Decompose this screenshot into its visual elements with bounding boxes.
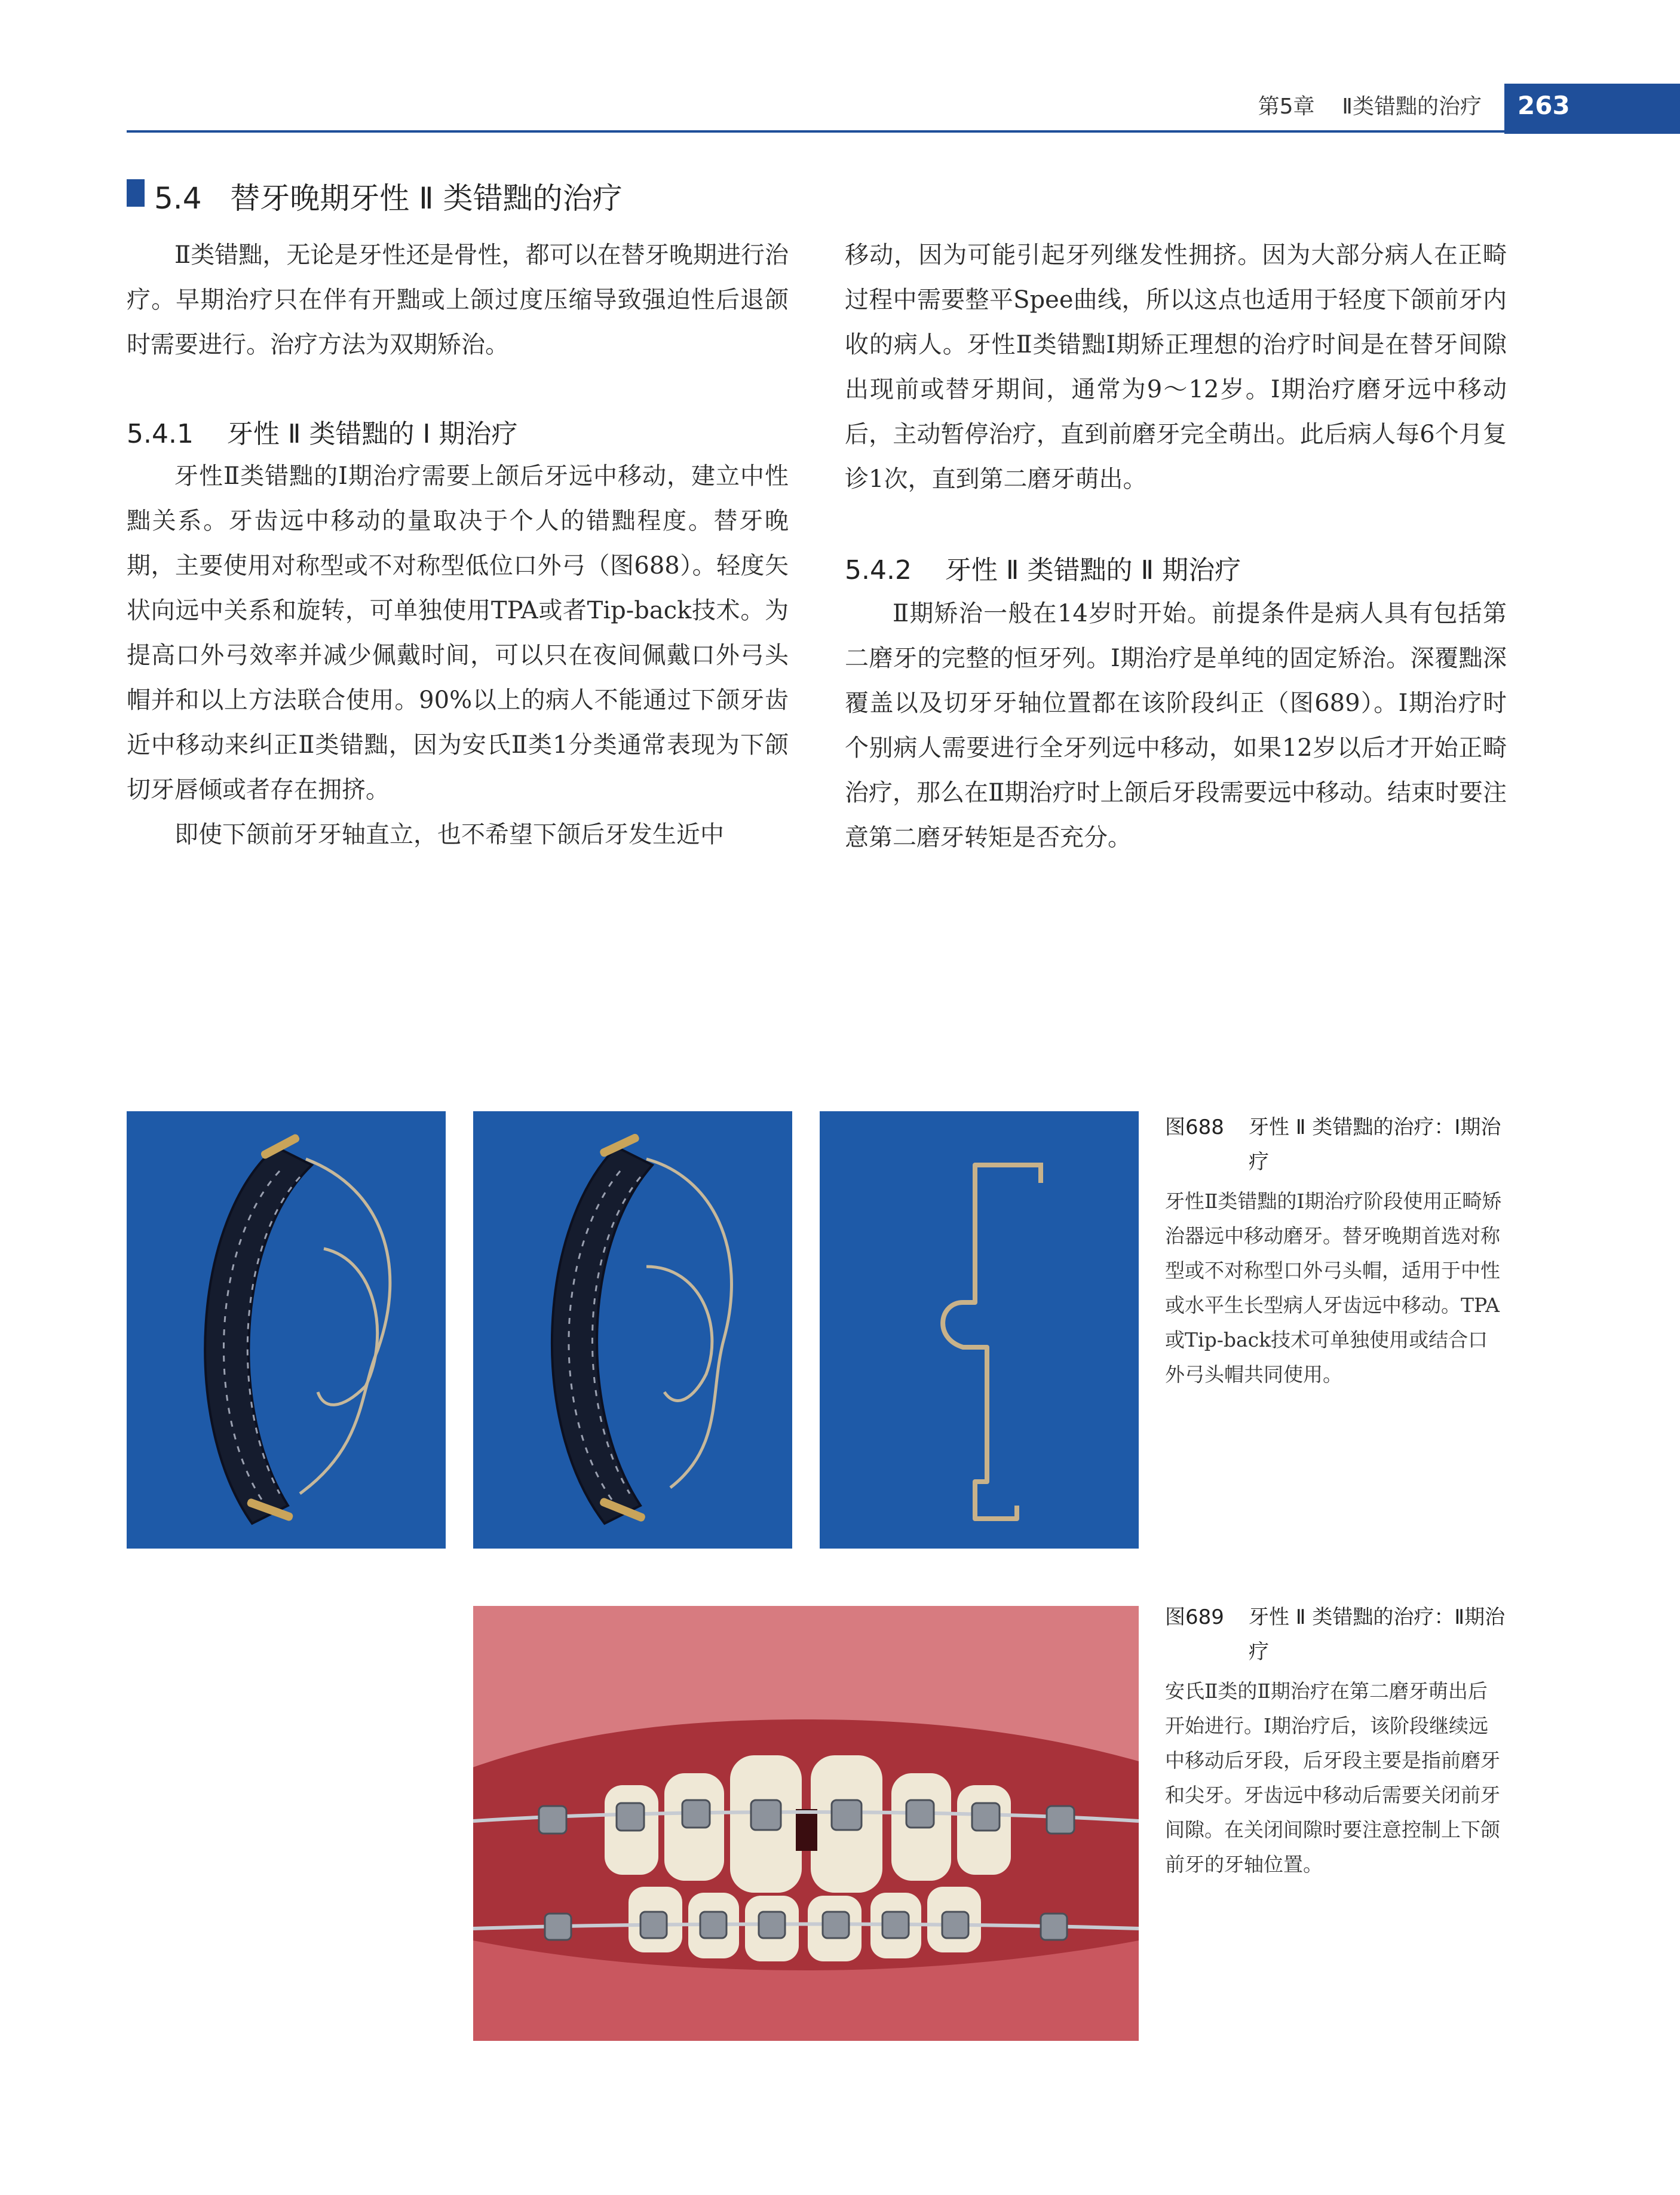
figure-688-photo-headgear-asymmetric [473,1111,792,1549]
header-rule [127,130,1680,133]
running-header [1123,90,1482,120]
page-number: 263 [1517,91,1570,120]
figure-688-caption-text: 牙性Ⅱ类错黜的Ⅰ期治疗阶段使用正畸矫治器远中移动磨牙。替牙晚期首选对称型或不对称型口外弓头帽，适用于中性或水平生长型病人牙齿远中移动。TPA或Tip-back技术可单独使用或结合口外弓头帽共同使用。 [1165,1190,1502,1386]
figure-688-photo-headgear-symmetric [127,1111,446,1549]
figure-689-caption [1165,1600,1506,1882]
figure-689-caption-title [1165,1600,1506,1669]
section-marker [127,179,145,207]
body-paragraph: 即使下颌前牙牙轴直立，也不希望下颌后牙发生近中 [174,821,724,848]
right-body-top [845,233,1507,502]
body-paragraph: 牙性Ⅱ类错黜的Ⅰ期治疗需要上颌后牙远中移动，建立中性黜关系。牙齿远中移动的量取决于个人的错黜程度。替牙晚期，主要使用对称型或不对称型低位口外弓（图688）。轻度矢状向远中关系和旋转，可单独使用TPA或者Tip-back技术。为提高口外弓效率并减少佩戴时间，可以只在夜间佩戴口外弓头帽并和以上方法联合使用。90%以上的病人不能通过下颌牙齿近中移动来纠正Ⅱ类错黜，因为安氏Ⅱ类1分类通常表现为下颌切牙唇倾或者存在拥挤。 [127,462,789,804]
figure-688-number: 图688 [1165,1115,1224,1139]
subsection-heading-1 [127,412,518,450]
figure-688-title: 牙性 Ⅱ 类错黜的治疗：Ⅰ期治疗 [1249,1115,1501,1174]
left-intro [127,233,789,367]
left-body [127,454,789,857]
subsection-title-1: 牙性 Ⅱ 类错黜的 Ⅰ 期治疗 [226,419,518,449]
subsection-heading-2 [845,548,1241,587]
figure-689-photo-intraoral-braces [473,1606,1139,2041]
body-paragraph: Ⅱ期矫治一般在14岁时开始。前提条件是病人具有包括第二磨牙的完整的恒牙列。Ⅰ期治疗是单纯的固定矫治。深覆黜深覆盖以及切牙牙轴位置都在该阶段纠正（图689）。Ⅰ期治疗时个别病人需要进行全牙列远中移动，如果12岁以后才开始正畸治疗，那么在Ⅱ期治疗时上颌后牙段需要远中移动。结束时要注意第二磨牙转矩是否充分。 [845,600,1507,851]
body-paragraph: 移动，因为可能引起牙列继发性拥挤。因为大部分病人在正畸过程中需要整平Spee曲线，所以这点也适用于轻度下颌前牙内收的病人。牙性Ⅱ类错黜Ⅰ期矫正理想的治疗时间是在替牙间隙出现前或替牙期间，通常为9～12岁。Ⅰ期治疗磨牙远中移动后，主动暂停治疗，直到前磨牙完全萌出。此后病人每6个月复诊1次，直到第二磨牙萌出。 [845,241,1507,493]
section-heading [154,174,623,217]
figure-688-caption [1165,1110,1506,1392]
right-body-bottom [845,591,1507,860]
section-number: 5.4 [154,181,202,216]
header-chapter: 第5章 [1258,94,1315,119]
figure-689-caption-text: 安氏Ⅱ类的Ⅱ期治疗在第二磨牙萌出后开始进行。Ⅰ期治疗后，该阶段继续远中移动后牙段，后牙段主要是指前磨牙和尖牙。牙齿远中移动后需要关闭前牙间隙。在关闭间隙时要注意控制上下颌前牙的牙轴位置。 [1165,1679,1500,1876]
figure-689-number: 图689 [1165,1605,1224,1629]
subsection-number-2: 5.4.2 [845,555,912,585]
subsection-number-1: 5.4.1 [127,419,194,449]
figure-688-photo-tip-back-wire [820,1111,1139,1549]
section-title: 替牙晚期牙性 Ⅱ 类错黜的治疗 [230,181,623,216]
subsection-title-2: 牙性 Ⅱ 类错黜的 Ⅱ 期治疗 [945,555,1241,585]
header-chapter-title: Ⅱ类错黜的治疗 [1342,94,1482,119]
figure-689-title: 牙性 Ⅱ 类错黜的治疗：Ⅱ期治疗 [1249,1605,1506,1664]
intro-paragraph: Ⅱ类错黜，无论是牙性还是骨性，都可以在替牙晚期进行治疗。早期治疗只在伴有开黜或上颌过度压缩导致强迫性后退颌时需要进行。治疗方法为双期矫治。 [127,241,789,358]
figure-688-caption-title [1165,1110,1506,1179]
